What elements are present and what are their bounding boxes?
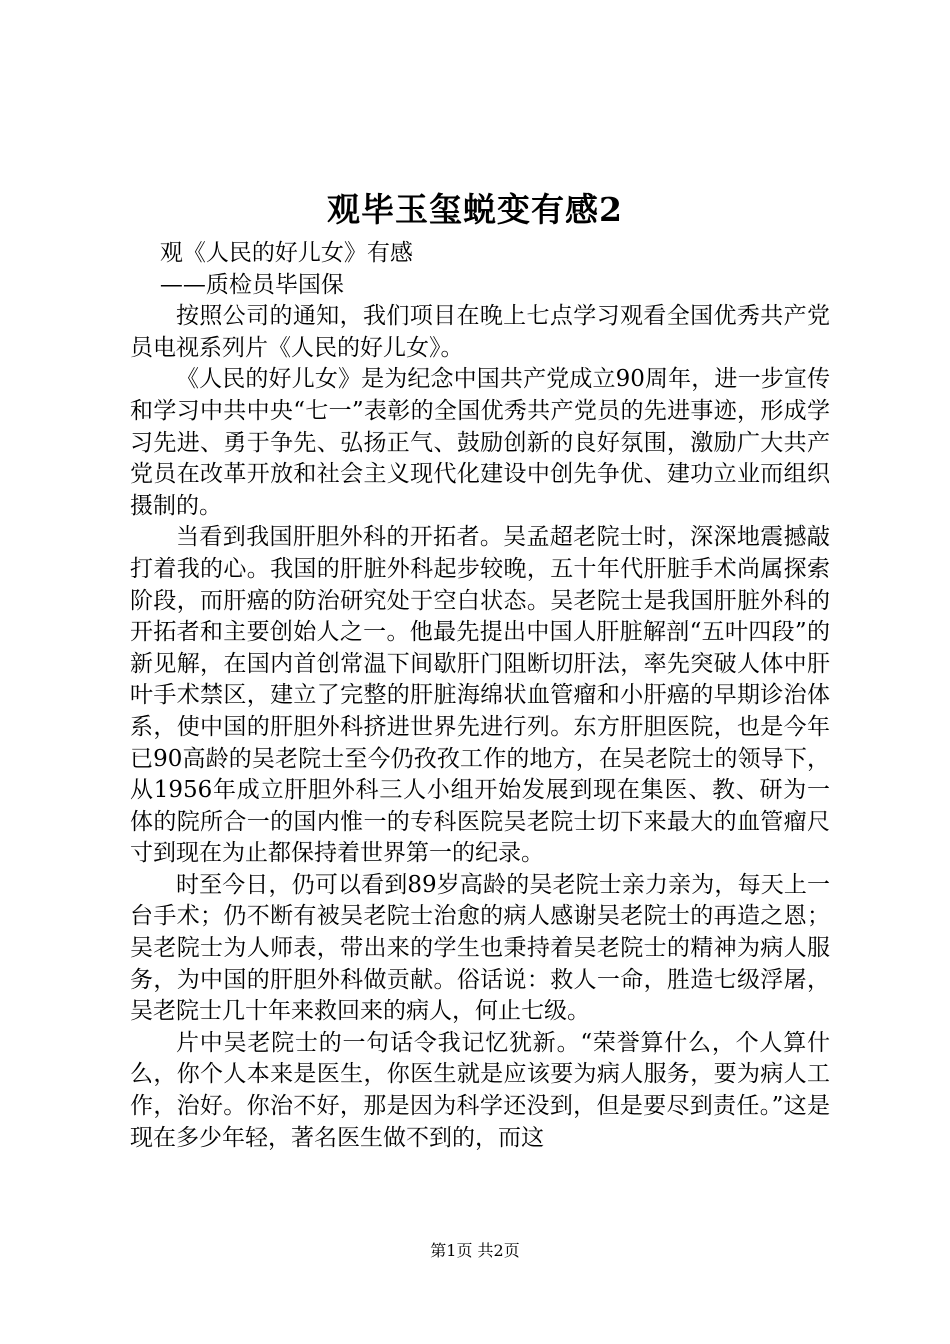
document-subtitle: 观《人民的好儿女》有感	[159, 240, 413, 266]
paragraph-1: 按照公司的通知，我们项目在晚上七点学习观看全国优秀共产党员电视系列片《人民的好儿女》。	[130, 303, 830, 361]
document-author: ——质检员毕国保	[159, 271, 344, 298]
document-body	[130, 238, 830, 1154]
paragraph-3: 当看到我国肝胆外科的开拓者。吴孟超老院士时，深深地震撼敲打着我的心。我国的肝脏外科起步较晚，五十年代肝脏手术尚属探索阶段，而肝癌的防治研究处于空白状态。吴老院士是我国肝脏外科的开拓者和主要创始人之一。他最先提出中国人肝脏解剖“五叶四段”的新见解，在国内首创常温下间歇肝门阻断切肝法，率先突破人体中肝叶手术禁区，建立了完整的肝脏海绵状血管瘤和小肝癌的早期诊治体系，使中国的肝胆外科挤进世界先进行列。东方肝胆医院，也是今年已90高龄的吴老院士至今仍孜孜工作的地方，在吴老院士的领导下，从1956年成立肝胆外科三人小组开始发展到现在集医、教、研为一体的院所合一的国内惟一的专科医院吴老院士切下来最大的血管瘤尺寸到现在为止都保持着世界第一的纪录。	[130, 524, 830, 867]
paragraph-5: 片中吴老院士的一句话令我记忆犹新。“荣誉算什么，个人算什么，你个人本来是医生，你医生就是应该要为病人服务，要为病人工作，治好。你治不好，那是因为科学还没到，但是要尽到责任。”这是现在多少年轻，著名医生做不到的，而这	[130, 1029, 830, 1151]
page-footer: 第1页 共2页	[430, 1241, 520, 1260]
paragraph-4: 时至今日，仍可以看到89岁高龄的吴老院士亲力亲为，每天上一台手术；仍不断有被吴老院士治愈的病人感谢吴老院士的再造之恩；吴老院士为人师表，带出来的学生也秉持着吴老院士的精神为病人服务，为中国的肝胆外科做贡献。俗话说：救人一命，胜造七级浮屠，吴老院士几十年来救回来的病人，何止七级。	[130, 871, 830, 1025]
paragraph-2: 《人民的好儿女》是为纪念中国共产党成立90周年，进一步宣传和学习中共中央“七一”表彰的全国优秀共产党员的先进事迹，形成学习先进、勇于争先、弘扬正气、鼓励创新的良好氛围，激励广大共产党员在改革开放和社会主义现代化建设中创先争优、建功立业而组织摄制的。	[130, 366, 830, 519]
document-title: 观毕玉玺蜕变有感2	[327, 190, 623, 229]
